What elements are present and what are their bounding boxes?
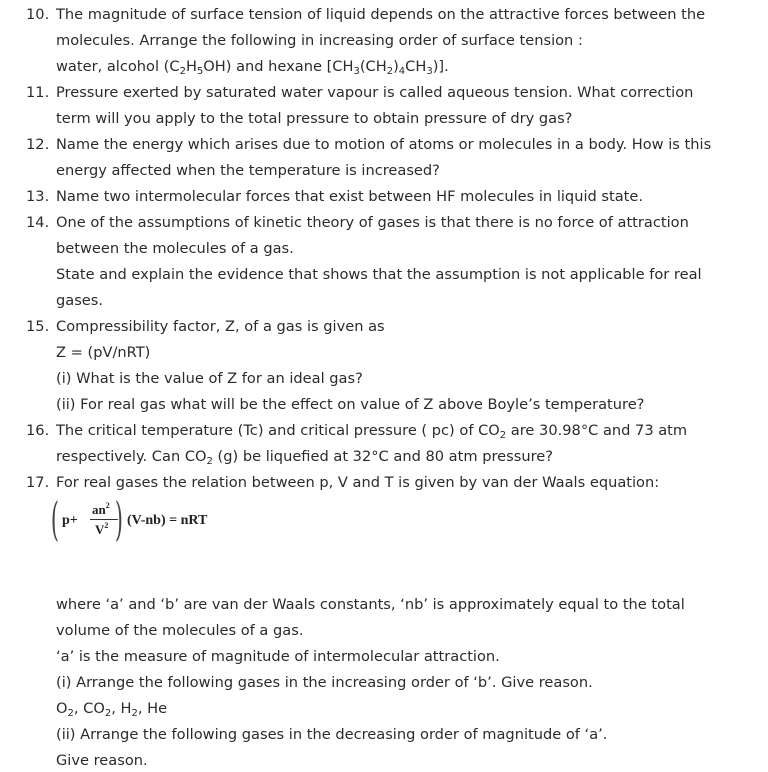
q10-text-3: water, alcohol $(C_2H_5OH)$ and hexane $[CH_3(CH_2)_4CH_3)$]. [56, 58, 449, 77]
q17-text-3: volume of the molecules of a gas. [56, 622, 304, 639]
q17-text-4: ‘a’ is the measure of magnitude of intermolecular attraction. [56, 648, 500, 665]
q17-number: 17. [26, 474, 50, 491]
q11-number: 11. [26, 84, 50, 101]
q13-number: 13. [26, 188, 50, 205]
q12-text-2: energy affected when the temperature is increased? [56, 162, 440, 179]
equation-fraction-denominator: $V^2$ [95, 521, 109, 537]
q14-text-1: One of the assumptions of kinetic theory of gases is that there is no force of attraction [56, 214, 689, 231]
equation-left-paren: ( [50, 492, 60, 546]
equation-rest: (V-nb) = nRT [127, 513, 208, 528]
equation-fraction-bar [90, 519, 118, 520]
q14-text-3: State and explain the evidence that shows that the assumption is not applicable for real [56, 266, 702, 283]
q16-number: 16. [26, 422, 50, 439]
q17-text-6: $O_2$, $CO_2$, $H_2$, He [56, 700, 168, 719]
q16-text-1: The critical temperature (Tc) and critical pressure ( pc) of $CO_2$ are 30.98°C and 73 atm [56, 422, 688, 441]
q15-number: 15. [26, 318, 50, 335]
van-der-waals-equation [50, 492, 272, 546]
q12-number: 12. [26, 136, 50, 153]
q15-text-3: (i) What is the value of Z for an ideal gas? [56, 370, 363, 387]
q17-text-5: (i) Arrange the following gases in the increasing order of ‘b’. Give reason. [56, 674, 593, 691]
q13-text-1: Name two intermolecular forces that exist between HF molecules in liquid state. [56, 188, 644, 205]
q17-text-2: where ‘a’ and ‘b’ are van der Waals constants, ‘nb’ is approximately equal to the total [56, 596, 685, 613]
equation-right-paren: ) [114, 492, 124, 546]
q15-text-2: Z = (pV/nRT) [56, 344, 151, 361]
q15-text-1: Compressibility factor, Z, of a gas is given as [56, 318, 385, 335]
q11-text-2: term will you apply to the total pressure to obtain pressure of dry gas? [56, 110, 573, 127]
q10-number: 10. [26, 6, 50, 23]
q17-text-8: Give reason. [56, 752, 148, 769]
q10-text-2: molecules. Arrange the following in increasing order of surface tension : [56, 32, 583, 49]
q14-text-4: gases. [56, 292, 104, 309]
q17-text-1: For real gases the relation between p, V and T is given by van der Waals equation: [56, 474, 660, 491]
q17-text-7: (ii) Arrange the following gases in the decreasing order of magnitude of ‘a’. [56, 726, 608, 743]
q10-text-1: The magnitude of surface tension of liquid depends on the attractive forces between the [56, 6, 706, 23]
q14-number: 14. [26, 214, 50, 231]
q11-text-1: Pressure exerted by saturated water vapour is called aqueous tension. What correction [56, 84, 694, 101]
q15-text-4: (ii) For real gas what will be the effect on value of Z above Boyle’s temperature? [56, 396, 645, 413]
q16-text-2: respectively. Can $CO_2$ (g) be liquefied at 32°C and 80 atm pressure? [56, 448, 553, 467]
equation-fraction-numerator: $an^2$ [92, 501, 110, 517]
q14-text-2: between the molecules of a gas. [56, 240, 294, 257]
q12-text-1: Name the energy which arises due to motion of atoms or molecules in a body. How is this [56, 136, 712, 153]
equation-p-plus: p+ [62, 513, 78, 528]
